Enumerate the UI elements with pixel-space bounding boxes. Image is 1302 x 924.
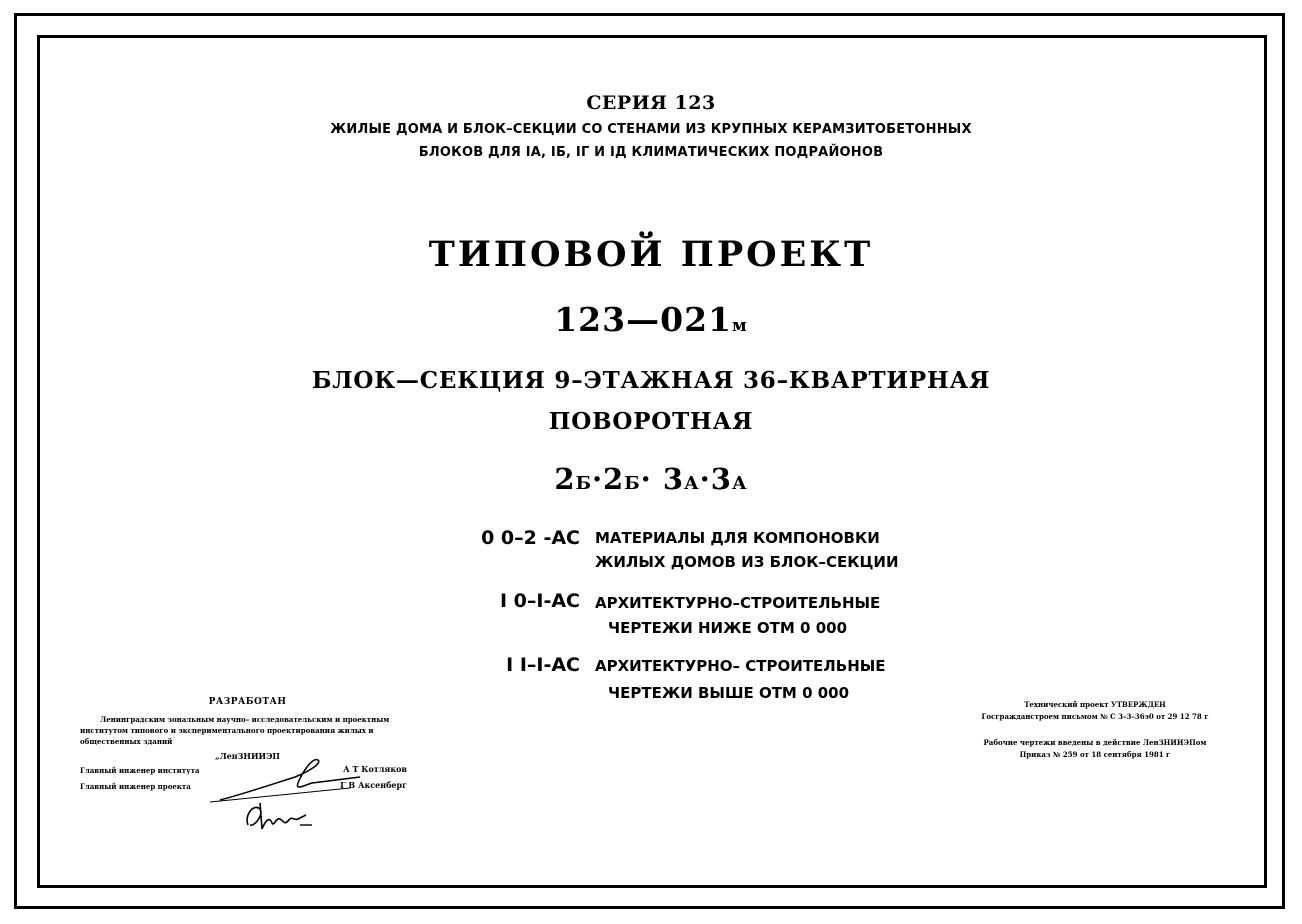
code-part: ·3 bbox=[699, 462, 732, 496]
signature-project bbox=[240, 795, 320, 835]
album-desc-line1: АРХИТЕКТУРНО–СТРОИТЕЛЬНЫЕ bbox=[595, 594, 881, 612]
chief-project-label: Главный инженер проекта bbox=[80, 782, 191, 791]
developer-description: Ленинградским зональным научно– исследовательским и проектным институтом типового и экспериментального проектирования жилых и общественных зданий bbox=[80, 715, 390, 746]
album-code: I 0–I-АС bbox=[499, 590, 580, 612]
section-name-line2: ПОВОРОТНАЯ bbox=[548, 408, 754, 435]
album-desc-line2: ЧЕРТЕЖИ НИЖЕ ОТМ 0 000 bbox=[608, 619, 848, 637]
album-desc-line1: МАТЕРИАЛЫ ДЛЯ КОМПОНОВКИ bbox=[595, 529, 880, 547]
chief-project-name: Г В Аксенберг bbox=[340, 780, 407, 790]
chief-institute-label: Главный инженер института bbox=[80, 766, 200, 775]
code-part: · 3 bbox=[640, 462, 684, 496]
series-subtitle-line1: ЖИЛЫЕ ДОМА И БЛОК–СЕКЦИИ СО СТЕНАМИ ИЗ КРУПНЫХ КЕРАМЗИТОБЕТОННЫХ bbox=[330, 122, 972, 137]
developer-heading: РАЗРАБОТАН bbox=[208, 697, 287, 707]
album-code: 0 0–2 -АС bbox=[481, 527, 580, 549]
code-part: А bbox=[684, 473, 700, 494]
approval-line1: Технический проект УТВЕРЖДЕН bbox=[1024, 700, 1166, 709]
code-part: Б bbox=[624, 473, 641, 494]
code-part: ·2 bbox=[591, 462, 625, 496]
approval-line4: Приказ № 259 от 18 сентября 1981 г bbox=[1019, 750, 1171, 759]
series-subtitle-line2: БЛОКОВ ДЛЯ IА, IБ, IГ И IД КЛИМАТИЧЕСКИХ ПОДРАЙОНОВ bbox=[418, 145, 884, 160]
code-part: А bbox=[731, 473, 748, 494]
page-title: ТИПОВОЙ ПРОЕКТ bbox=[428, 234, 874, 275]
chief-institute-name: А Т Котляков bbox=[343, 764, 407, 774]
section-code bbox=[0, 462, 1302, 496]
album-desc-line2: ЧЕРТЕЖИ ВЫШЕ ОТМ 0 000 bbox=[608, 684, 850, 702]
project-number-suffix: м bbox=[732, 316, 748, 336]
code-part: Б bbox=[575, 473, 592, 494]
approval-block bbox=[930, 699, 1260, 761]
album-desc-line2: ЖИЛЫХ ДОМОВ ИЗ БЛОК–СЕКЦИИ bbox=[595, 553, 899, 571]
code-part: 2 bbox=[554, 462, 576, 496]
project-number-main: 123—021 bbox=[554, 300, 732, 339]
approval-line3: Рабочие чертежи введены в действие ЛенЗНИИЭПом bbox=[983, 738, 1207, 747]
developer-org: „ЛенЗНИИЭП bbox=[215, 751, 280, 761]
approval-line2: Госгражданстроем письмом № С 3–3–36э0 от 29 12 78 г bbox=[981, 712, 1209, 721]
album-desc-line1: АРХИТЕКТУРНО– СТРОИТЕЛЬНЫЕ bbox=[595, 657, 886, 675]
album-code: I I–I-АС bbox=[506, 654, 580, 676]
section-name-line1: БЛОК—СЕКЦИЯ 9–ЭТАЖНАЯ 36–КВАРТИРНАЯ bbox=[311, 367, 991, 394]
series-title: СЕРИЯ 123 bbox=[586, 92, 716, 114]
project-number bbox=[0, 300, 1302, 339]
